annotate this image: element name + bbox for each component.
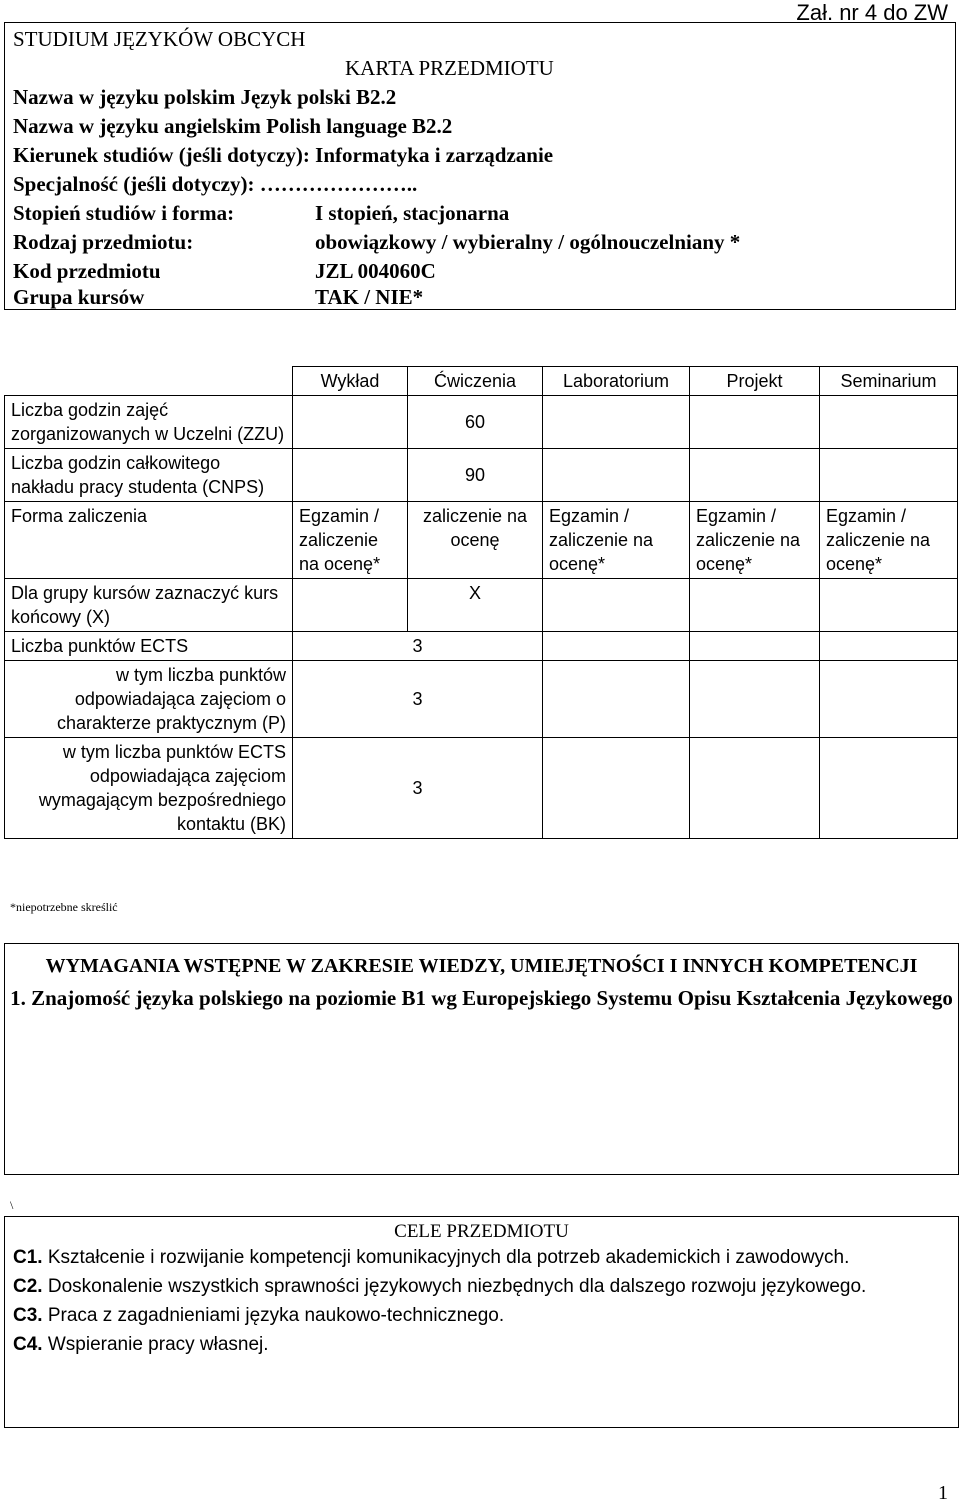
form-seminar: Egzamin / zaliczenie na ocenę* (820, 502, 958, 579)
goal-text: Praca z zagadnieniami języka naukowo-technicznego. (42, 1305, 505, 1326)
institution-name: STUDIUM JĘZYKÓW OBCYCH (13, 27, 306, 51)
ects-value: 3 (293, 632, 543, 661)
table-cell (820, 661, 958, 738)
course-goals-box (4, 1216, 959, 1428)
table-cell (690, 661, 820, 738)
prerequisite-item: 1. Znajomość języka polskiego na poziomie B1 wg Europejskiego Systemu Opisu Kształcenia Językowego (10, 986, 953, 1010)
hours-table (4, 366, 958, 839)
final-course-value: X (408, 579, 543, 632)
table-cell (293, 449, 408, 502)
table-corner-cell (5, 367, 293, 396)
final-course-label: Dla grupy kursów zaznaczyć kurs końcowy (X) (5, 579, 293, 632)
study-level-label: Stopień studiów i forma: (13, 201, 235, 225)
goal-code: C2. (13, 1276, 43, 1297)
table-row (5, 367, 958, 396)
course-header-box (4, 22, 956, 310)
column-header-laboratory: Laboratorium (543, 367, 690, 396)
table-cell (690, 738, 820, 839)
course-type-label: Rodzaj przedmiotu: (13, 230, 194, 254)
goal-text: Wspieranie pracy własnej. (42, 1334, 269, 1355)
field-of-study: Kierunek studiów (jeśli dotyczy): Informatyka i zarządzanie (13, 143, 554, 167)
ects-label: Liczba punktów ECTS (5, 632, 293, 661)
course-code-row (13, 259, 943, 284)
table-cell (543, 396, 690, 449)
course-type-value: obowiązkowy / wybieralny / ogólnouczelniany * (315, 230, 741, 254)
goal-item (5, 1272, 958, 1301)
form-exercises: zaliczenie na ocenę (408, 502, 543, 579)
course-code-label: Kod przedmiotu (13, 259, 161, 283)
column-header-seminar: Seminarium (820, 367, 958, 396)
goal-item (5, 1243, 958, 1272)
form-label: Forma zaliczenia (5, 502, 293, 579)
course-name-en: Nazwa w języku angielskim Polish language B2.2 (13, 114, 453, 138)
course-type-row (13, 230, 943, 255)
table-cell (543, 579, 690, 632)
cnps-value: 90 (408, 449, 543, 502)
column-header-project: Projekt (690, 367, 820, 396)
prerequisites-box (4, 943, 959, 1175)
study-level-value: I stopień, stacjonarna (315, 201, 510, 225)
goals-heading: CELE PRZEDMIOTU (394, 1221, 569, 1242)
ects-contact-value: 3 (293, 738, 543, 839)
goal-code: C4. (13, 1334, 43, 1355)
table-row (5, 502, 958, 579)
course-name-pl: Nazwa w języku polskim Język polski B2.2 (13, 85, 397, 109)
goal-code: C1. (13, 1247, 43, 1268)
zzu-value: 60 (408, 396, 543, 449)
goal-item (5, 1301, 958, 1330)
goal-text: Kształcenie i rozwijanie kompetencji komunikacyjnych dla potrzeb akademickich i zawodowych. (42, 1247, 850, 1268)
course-group-value: TAK / NIE* (315, 285, 424, 309)
course-code-value: JZL 004060C (315, 259, 436, 283)
table-row (5, 632, 958, 661)
table-row (5, 579, 958, 632)
course-group-row (13, 285, 943, 310)
footnote: *niepotrzebne skreślić (10, 900, 118, 914)
table-cell (543, 449, 690, 502)
form-project: Egzamin / zaliczenie na ocenę* (690, 502, 820, 579)
page-number: 1 (938, 1482, 948, 1504)
goal-text: Doskonalenie wszystkich sprawności językowych niezbędnych dla dalszego rozwoju językowego. (42, 1276, 867, 1297)
form-lecture: Egzamin / zaliczenie na ocenę* (293, 502, 408, 579)
card-title: KARTA PRZEDMIOTU (345, 56, 554, 80)
table-cell (820, 738, 958, 839)
study-level-row (13, 201, 943, 226)
table-cell (543, 738, 690, 839)
column-header-lecture: Wykład (293, 367, 408, 396)
table-row (5, 396, 958, 449)
goal-code: C3. (13, 1305, 43, 1326)
goal-item (5, 1330, 958, 1359)
prerequisites-heading: WYMAGANIA WSTĘPNE W ZAKRESIE WIEDZY, UMIEJĘTNOŚCI I INNYCH KOMPETENCJI (45, 955, 918, 977)
attachment-label: Zał. nr 4 do ZW (796, 0, 948, 25)
table-cell (690, 396, 820, 449)
table-cell (690, 449, 820, 502)
table-cell (820, 396, 958, 449)
table-cell (293, 579, 408, 632)
ects-practical-value: 3 (293, 661, 543, 738)
column-header-exercises: Ćwiczenia (408, 367, 543, 396)
table-row (5, 738, 958, 839)
ects-contact-label: w tym liczba punktów ECTS odpowiadająca zajęciom wymagającym bezpośredniego kontaktu (BK) (5, 738, 293, 839)
table-row (5, 661, 958, 738)
zzu-label: Liczba godzin zajęć zorganizowanych w Uczelni (ZZU) (5, 396, 293, 449)
specialty: Specjalność (jeśli dotyczy): ………………….. (13, 172, 418, 196)
table-cell (543, 632, 690, 661)
table-cell (820, 579, 958, 632)
cnps-label: Liczba godzin całkowitego nakładu pracy studenta (CNPS) (5, 449, 293, 502)
form-laboratory: Egzamin / zaliczenie na ocenę* (543, 502, 690, 579)
table-cell (690, 579, 820, 632)
table-cell (820, 449, 958, 502)
ects-practical-label: w tym liczba punktów odpowiadająca zajęciom o charakterze praktycznym (P) (5, 661, 293, 738)
course-group-label: Grupa kursów (13, 285, 145, 309)
table-cell (820, 632, 958, 661)
stray-backslash: \ (10, 1198, 14, 1212)
table-cell (293, 396, 408, 449)
table-row (5, 449, 958, 502)
table-cell (543, 661, 690, 738)
table-cell (690, 632, 820, 661)
